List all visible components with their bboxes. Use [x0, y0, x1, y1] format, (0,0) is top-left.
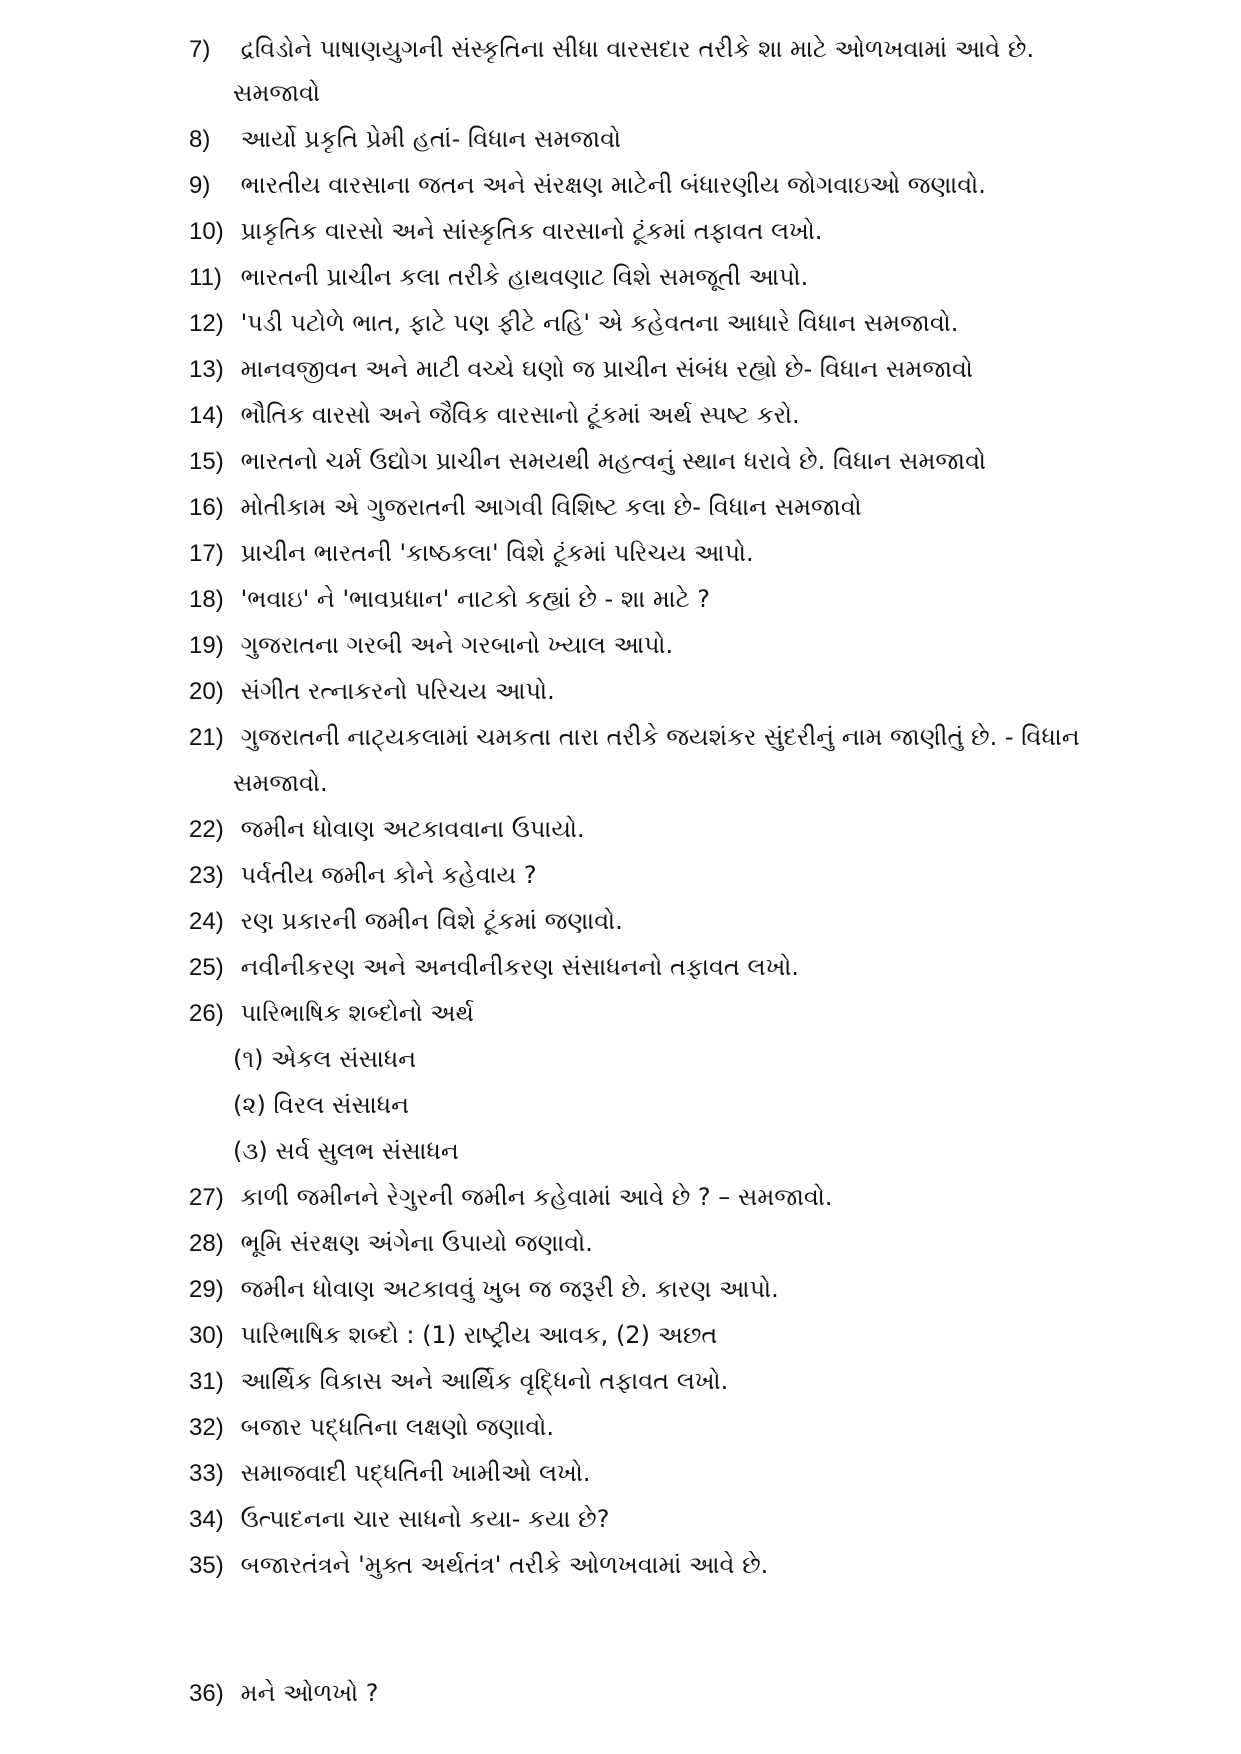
- question-text: ભારતની પ્રાચીન કલા તરીકે હાથવણાટ વિશે સમજૂતી આપો.: [240, 263, 809, 291]
- question-number: 29): [189, 1276, 224, 1303]
- question-35: [189, 1542, 1149, 1589]
- question-text: નવીનીકરણ અને અનવીનીકરણ સંસાધનનો તફાવત લખો.: [240, 953, 799, 981]
- question-text: બજારતંત્રને 'મુક્ત અર્થતંત્ર' તરીકે ઓળખવામાં આવે છે.: [240, 1551, 769, 1579]
- question-text: પ્રાકૃતિક વારસો અને સાંસ્કૃતિક વારસાનો ટૂંકમાં તફાવત લખો.: [240, 217, 823, 245]
- question-number: 24): [189, 908, 224, 935]
- question-number: 13): [189, 356, 224, 383]
- question-27: [189, 1174, 1149, 1221]
- question-26-sub-item: (૩) સર્વ સુલભ સંસાધન: [233, 1137, 459, 1165]
- question-26-sub-item: (૨) વિરલ સંસાધન: [233, 1091, 410, 1119]
- question-text: માનવજીવન અને માટી વચ્ચે ઘણો જ પ્રાચીન સંબંધ રહ્યો છે- વિધાન સમજાવો: [240, 355, 973, 383]
- question-text: 'પડી પટોળે ભાત, ફાટે પણ ફીટે નહિ' એ કહેવતના આધારે વિધાન સમજાવો.: [240, 309, 959, 337]
- question-33: [189, 1450, 1149, 1497]
- question-number: 11): [189, 264, 222, 291]
- question-number: 8): [189, 126, 211, 153]
- question-text: કાળી જમીનને રેગુરની જમીન કહેવામાં આવે છે ? – સમજાવો.: [240, 1183, 833, 1211]
- question-text: સંગીત રત્નાકરનો પરિચય આપો.: [240, 677, 555, 705]
- question-text: દ્રવિડોને પાષાણયુગની સંસ્કૃતિના સીધા વારસદાર તરીકે શા માટે ઓળખવામાં આવે છે.: [240, 35, 1035, 63]
- question-text: પ્રાચીન ભારતની 'કાષ્ઠકલા' વિશે ટૂંકમાં પરિચય આપો.: [240, 539, 754, 567]
- question-number: 18): [189, 586, 224, 613]
- question-number: 25): [189, 954, 224, 981]
- question-text: સમાજવાદી પદ્ધતિની ખામીઓ લખો.: [240, 1459, 591, 1487]
- question-36: [189, 1670, 1149, 1717]
- question-text: ગુજરાતની નાટ્યકલામાં ચમકતા તારા તરીકે જયશંકર સુંદરીનું નામ જાણીતું છે. - વિધાન: [240, 723, 1080, 751]
- question-26-sub-item: (૧) એકલ સંસાધન: [233, 1045, 417, 1073]
- question-text: પારિભાષિક શબ્દો : (1) રાષ્ટ્રીય આવક, (2) અછત: [240, 1321, 718, 1349]
- question-11: [189, 254, 1149, 301]
- question-text: ભારતનો ચર્મ ઉદ્યોગ પ્રાચીન સમયથી મહત્વનું સ્થાન ધરાવે છે. વિધાન સમજાવો: [240, 447, 987, 475]
- question-17: [189, 530, 1149, 577]
- question-7: [189, 26, 1149, 73]
- question-text: ભૂમિ સંરક્ષણ અંગેના ઉપાયો જણાવો.: [240, 1229, 593, 1257]
- question-text: ભૌતિક વારસો અને જૈવિક વારસાનો ટૂંકમાં અર્થ સ્પષ્ટ કરો.: [240, 401, 800, 429]
- question-26: [189, 990, 1149, 1037]
- question-number: 26): [189, 1000, 224, 1027]
- question-number: 17): [189, 540, 224, 567]
- question-24: [189, 898, 1149, 945]
- question-text: મોતીકામ એ ગુજરાતની આગવી વિશિષ્ટ કલા છે- વિધાન સમજાવો: [240, 493, 862, 521]
- question-text: જમીન ધોવાણ અટકાવવાના ઉપાયો.: [240, 815, 585, 843]
- question-34: [189, 1496, 1149, 1543]
- question-14: [189, 392, 1149, 439]
- question-number: 14): [189, 402, 224, 429]
- question-20: [189, 668, 1149, 715]
- question-number: 7): [189, 36, 211, 63]
- question-8: [189, 116, 1149, 163]
- question-number: 12): [189, 310, 224, 337]
- question-9: [189, 162, 1149, 209]
- question-number: 31): [189, 1368, 224, 1395]
- question-number: 30): [189, 1322, 224, 1349]
- question-text: ભારતીય વારસાના જતન અને સંરક્ષણ માટેની બંધારણીય જોગવાઇઓ જણાવો.: [240, 171, 986, 199]
- question-22: [189, 806, 1149, 853]
- question-21: [189, 714, 1149, 761]
- question-number: 21): [189, 724, 224, 751]
- question-23: [189, 852, 1149, 899]
- question-21-continuation: સમજાવો.: [233, 769, 328, 797]
- question-number: 23): [189, 862, 224, 889]
- question-number: 10): [189, 218, 224, 245]
- question-12: [189, 300, 1149, 347]
- question-text: આર્યો પ્રકૃતિ પ્રેમી હતાં- વિધાન સમજાવો: [240, 125, 622, 153]
- question-number: 34): [189, 1506, 224, 1533]
- question-text: પારિભાષિક શબ્દોનો અર્થ: [240, 999, 474, 1027]
- question-number: 28): [189, 1230, 224, 1257]
- question-number: 9): [189, 172, 211, 199]
- question-19: [189, 622, 1149, 669]
- question-10: [189, 208, 1149, 255]
- question-text: પર્વતીય જમીન કોને કહેવાય ?: [240, 861, 537, 889]
- question-7-continuation: સમજાવો: [233, 79, 320, 107]
- question-number: 32): [189, 1414, 224, 1441]
- question-number: 20): [189, 678, 224, 705]
- question-number: 27): [189, 1184, 224, 1211]
- question-text: બજાર પદ્ધતિના લક્ષણો જણાવો.: [240, 1413, 554, 1441]
- question-text: જમીન ધોવાણ અટકાવવું ખુબ જ જરૂરી છે. કારણ આપો.: [240, 1275, 779, 1303]
- question-number: 19): [189, 632, 224, 659]
- question-text: ગુજરાતના ગરબી અને ગરબાનો ખ્યાલ આપો.: [240, 631, 674, 659]
- question-number: 33): [189, 1460, 224, 1487]
- question-text: આર્થિક વિકાસ અને આર્થિક વૃદ્ધિનો તફાવત લખો.: [240, 1367, 729, 1395]
- question-16: [189, 484, 1149, 531]
- question-number: 16): [189, 494, 224, 521]
- question-text: ઉત્પાદનના ચાર સાધનો કયા- કયા છે?: [240, 1505, 610, 1533]
- question-29: [189, 1266, 1149, 1313]
- question-text: મને ઓળખો ?: [240, 1679, 379, 1707]
- question-25: [189, 944, 1149, 991]
- question-number: 35): [189, 1552, 224, 1579]
- question-28: [189, 1220, 1149, 1267]
- question-32: [189, 1404, 1149, 1451]
- question-31: [189, 1358, 1149, 1405]
- question-text: 'ભવાઇ' ને 'ભાવપ્રધાન' નાટકો કહ્યાં છે - શા માટે ?: [240, 585, 711, 613]
- question-number: 15): [189, 448, 224, 475]
- question-13: [189, 346, 1149, 393]
- question-18: [189, 576, 1149, 623]
- question-text: રણ પ્રકારની જમીન વિશે ટૂંકમાં જણાવો.: [240, 907, 623, 935]
- question-number: 22): [189, 816, 224, 843]
- question-number: 36): [189, 1680, 224, 1707]
- question-15: [189, 438, 1149, 485]
- question-30: [189, 1312, 1149, 1359]
